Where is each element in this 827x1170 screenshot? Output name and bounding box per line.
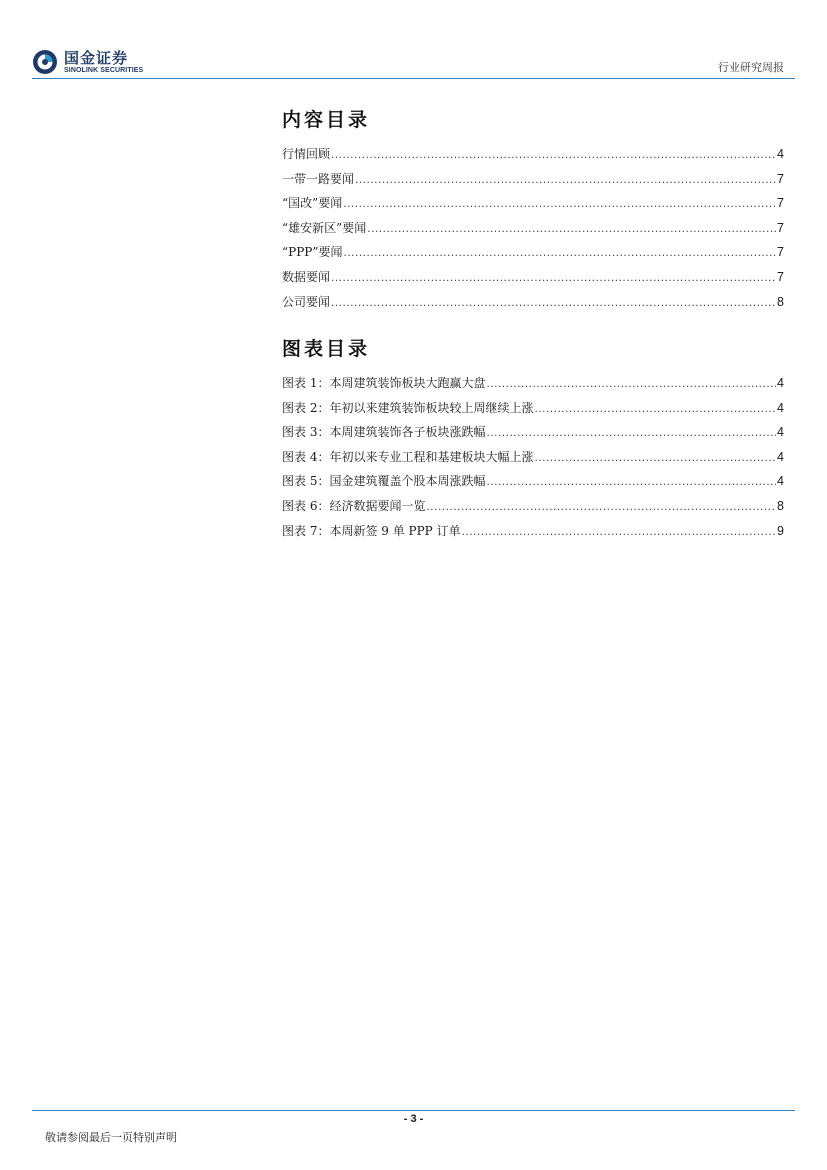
figure-entry-page: 4: [777, 425, 784, 440]
figure-entry-label: 图表 1：本周建筑装饰板块大跑赢大盘: [282, 376, 486, 390]
header-divider: [32, 78, 795, 79]
dot-leader: [486, 473, 776, 489]
figure-entry-label: 图表 4：年初以来专业工程和基建板块大幅上涨: [282, 449, 534, 464]
dot-leader: [462, 523, 776, 539]
toc-entry-label: 一带一路要闻: [282, 171, 355, 186]
company-logo: [32, 46, 143, 78]
figure-entry-label: 图表 7：本周新签 9 单 PPP 订单: [282, 523, 461, 538]
dot-leader: [355, 171, 776, 187]
toc-entry-label: “雄安新区”要闻: [282, 220, 367, 235]
toc-entry-page: 7: [777, 245, 784, 260]
toc-entry-page: 7: [777, 220, 784, 235]
contents-title: 内容目录: [282, 109, 371, 131]
figure-entry[interactable]: [282, 498, 784, 523]
dot-leader: [534, 400, 776, 416]
dot-leader: [534, 449, 776, 465]
disclaimer-note: 敬请参阅最后一页特别声明: [45, 1131, 177, 1144]
figure-entry[interactable]: [282, 424, 784, 449]
figure-entry[interactable]: [282, 473, 784, 498]
dot-leader: [367, 220, 776, 236]
page-header: [0, 0, 827, 80]
dot-leader: [343, 195, 776, 211]
toc-entry[interactable]: [282, 244, 784, 269]
dot-leader: [331, 146, 776, 162]
figure-entry-page: 4: [777, 449, 784, 464]
figure-entry-page: 4: [777, 400, 784, 415]
toc-entry-page: 4: [777, 147, 784, 161]
dot-leader: [331, 269, 776, 285]
toc-entry[interactable]: [282, 171, 784, 196]
figure-entry[interactable]: [282, 375, 784, 400]
figure-entry[interactable]: [282, 400, 784, 425]
toc-entry-page: 7: [777, 171, 784, 186]
toc-entry[interactable]: [282, 195, 784, 220]
report-type: 行业研究周报: [718, 61, 784, 74]
figures-title: 图表目录: [282, 338, 371, 360]
dot-leader: [486, 375, 776, 391]
logo-chinese-name: 国金证券: [64, 48, 129, 67]
toc-entry-label: 行情回顾: [282, 147, 331, 161]
footer-divider: [32, 1110, 795, 1111]
toc-entry-page: 8: [777, 294, 784, 309]
toc-entry-label: 公司要闻: [282, 294, 331, 309]
toc-entry-page: 7: [777, 196, 784, 211]
figure-entry-label: 图表 5：国金建筑覆盖个股本周涨跌幅: [282, 474, 486, 489]
toc-entry-label: 数据要闻: [282, 269, 331, 284]
figures-section: [282, 337, 784, 547]
toc-entry[interactable]: [282, 146, 784, 171]
toc-entry[interactable]: [282, 269, 784, 294]
sinolink-logo-icon: [32, 49, 58, 75]
figure-entry-label: 图表 3：本周建筑装饰各子板块涨跌幅: [282, 425, 486, 440]
contents-section: [282, 108, 784, 318]
contents-list: [282, 146, 784, 318]
page-number: - 3 -: [403, 1113, 424, 1125]
toc-entry-label: “PPP”要闻: [282, 245, 343, 260]
figure-entry[interactable]: [282, 449, 784, 474]
figures-list: [282, 375, 784, 547]
dot-leader: [426, 498, 776, 514]
toc-entry-label: “国改”要闻: [282, 196, 343, 211]
figure-entry-page: 9: [777, 523, 784, 538]
toc-entry[interactable]: [282, 220, 784, 245]
toc-entry[interactable]: [282, 294, 784, 319]
dot-leader: [331, 294, 776, 310]
figure-entry-page: 4: [777, 376, 784, 390]
dot-leader: [486, 424, 776, 440]
logo-english-name: SINOLINK SECURITIES: [64, 66, 144, 74]
figure-entry-label: 图表 2：年初以来建筑装饰板块较上周继续上涨: [282, 400, 534, 415]
figure-entry-page: 4: [777, 474, 784, 489]
dot-leader: [344, 244, 777, 260]
figure-entry-label: 图表 6：经济数据要闻一览: [282, 498, 426, 513]
toc-entry-page: 7: [777, 269, 784, 284]
figure-entry[interactable]: [282, 523, 784, 548]
figure-entry-page: 8: [777, 498, 784, 513]
